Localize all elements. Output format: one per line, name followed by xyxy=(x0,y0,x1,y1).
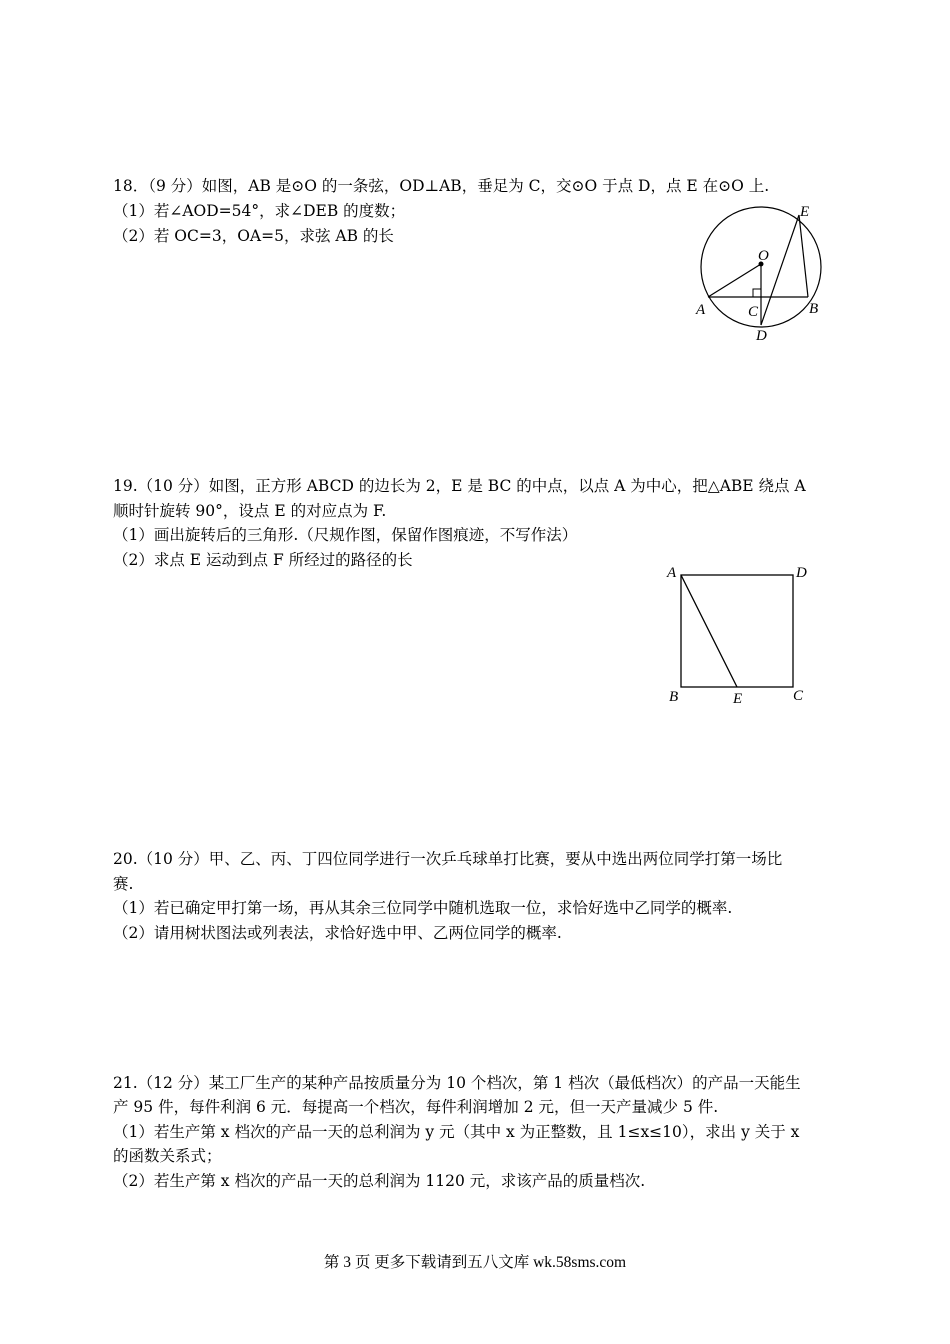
q21-line1: 21.（12 分）某工厂生产的某种产品按质量分为 10 个档次，第 1 档次（最低档次）的产品一天能生 xyxy=(113,1074,801,1092)
q18-line1: 18．（9 分）如图，AB 是⊙O 的一条弦，OD⊥AB，垂足为 C，交⊙O 于点 D，点 E 在⊙O 上. xyxy=(113,177,770,195)
label-a: A xyxy=(696,302,706,318)
q21-line4: 的函数关系式； xyxy=(113,1147,222,1165)
label-b: B xyxy=(809,301,819,317)
q18-line3: （2）若 OC=3，OA=5，求弦 AB 的长 xyxy=(113,227,394,245)
label-e: E xyxy=(733,691,743,707)
q19-line3: （1）画出旋转后的三角形.（尺规作图，保留作图痕迹，不写作法） xyxy=(113,526,578,544)
page-footer: 第 3 页 更多下载请到五八文库 wk.58sms.com xyxy=(323,1254,627,1271)
label-c: C xyxy=(793,688,804,704)
q20-line3: （1）若已确定甲打第一场，再从其余三位同学中随机选取一位，求恰好选中乙同学的概率. xyxy=(113,899,733,917)
label-c: C xyxy=(748,304,759,320)
q19-line2: 顺时针旋转 90°，设点 E 的对应点为 F. xyxy=(113,502,387,520)
label-e: E xyxy=(800,204,810,220)
label-d: D xyxy=(796,565,807,581)
right-angle-mark xyxy=(753,289,761,297)
label-b: B xyxy=(669,689,679,705)
segment-de xyxy=(761,215,799,325)
segment-ae xyxy=(681,575,737,687)
q20-line2: 赛. xyxy=(113,875,134,893)
q18-line2: （1）若∠AOD=54°，求∠DEB 的度数； xyxy=(113,202,406,220)
q21-line3: （1）若生产第 x 档次的产品一天的总利润为 y 元（其中 x 为正整数，且 1≤x≤10），求出 y 关于 x xyxy=(113,1123,800,1141)
q21-line2: 产 95 件，每件利润 6 元．每提高一个档次，每件利润增加 2 元，但一天产量减少 5 件. xyxy=(113,1098,719,1116)
q20-line4: （2）请用树状图法或列表法，求恰好选中甲、乙两位同学的概率. xyxy=(113,924,562,942)
label-o: O xyxy=(758,248,769,264)
q21-line5: （2）若生产第 x 档次的产品一天的总利润为 1120 元，求该产品的质量档次. xyxy=(113,1172,646,1190)
label-a: A xyxy=(667,565,677,581)
q20-line1: 20.（10 分）甲、乙、丙、丁四位同学进行一次乒乓球单打比赛，要从中选出两位同学打第一场比 xyxy=(113,850,783,868)
label-d: D xyxy=(756,328,767,344)
q19-line4: （2）求点 E 运动到点 F 所经过的路径的长 xyxy=(113,551,413,569)
square-abcd xyxy=(681,575,793,687)
q19-line1: 19.（10 分）如图，正方形 ABCD 的边长为 2，E 是 BC 的中点，以点 A 为中心，把△ABE 绕点 A xyxy=(113,477,806,495)
square-diagram xyxy=(660,560,820,710)
circle-diagram xyxy=(690,200,840,350)
